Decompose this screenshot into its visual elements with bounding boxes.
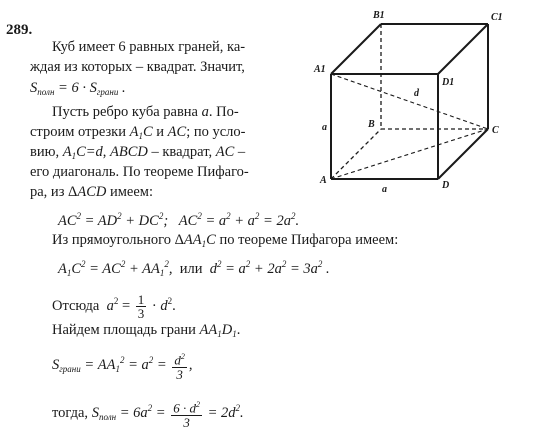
label-b: B bbox=[368, 119, 375, 130]
text-line-2: ждая из которых – квадрат. Значит, bbox=[30, 59, 245, 75]
text-line-4: строим отрезки $A_1C$ и AC; по усло- bbox=[30, 124, 246, 141]
label-d: D bbox=[442, 180, 450, 191]
label-diag-d: d bbox=[414, 88, 419, 99]
text-line-5: вию, $A_1C=d$, ABCD – квадрат, AC – bbox=[30, 144, 246, 161]
label-a1: A1 bbox=[314, 64, 326, 75]
text-line-1: Куб имеет 6 равных граней, ка- bbox=[52, 39, 246, 55]
formula-a1c-squared: $A_1C^2 = AC^2 + AA_1^2$, или $d^2 = a^2 + 2a^2 = 3a^2$ . bbox=[58, 259, 330, 278]
label-edge-a-left: a bbox=[322, 122, 327, 133]
edge-d-c bbox=[438, 129, 488, 179]
edge-a1-b1 bbox=[331, 24, 381, 74]
diagonal-a-c bbox=[331, 129, 488, 179]
text-line-area: Найдем площадь грани $AA_1D_1$. bbox=[52, 322, 241, 339]
formula-total-area: $S_{полн} = 6 \cdot S_{грани}$ . bbox=[30, 80, 126, 97]
text-line-triangle: Из прямоугольного $\Delta AA_1C$ по теореме Пифагора имеем: bbox=[52, 232, 399, 249]
text-line-otsyuda: Отсюда $a^2$ = $\frac{1}{3}$ · $d^2$. bbox=[52, 292, 176, 321]
formula-total-result: тогда, $S_{полн} = 6a^2$ = $\frac{6 \cdot d^2}{3}$ = $2d^2$. bbox=[52, 400, 244, 430]
text-line-6: его диагональ. По теореме Пифаго- bbox=[30, 164, 249, 180]
text-line-3: Пусть ребро куба равна a. По- bbox=[52, 104, 239, 120]
diagonal-a1-c bbox=[331, 74, 488, 129]
label-edge-a-bottom: a bbox=[382, 184, 387, 195]
problem-number: 289. bbox=[6, 22, 33, 38]
formula-ac-squared: $AC^2 = AD^2 + DC^2$; $AC^2 = a^2 + a^2 = 2a^2$. bbox=[58, 211, 300, 229]
formula-face-area: $S_{грани} = AA_1^2 = a^2$ = $\frac{d^2}{3}$ , bbox=[52, 352, 193, 382]
edge-a-b bbox=[331, 129, 381, 179]
text-line-7: ра, из ΔACD имеем: bbox=[30, 184, 154, 200]
label-a: A bbox=[320, 175, 327, 186]
label-b1: B1 bbox=[373, 10, 385, 21]
label-d1: D1 bbox=[442, 77, 455, 88]
label-c: C bbox=[492, 125, 499, 136]
edge-d1-c1 bbox=[438, 24, 488, 74]
label-c1: C1 bbox=[491, 12, 503, 23]
